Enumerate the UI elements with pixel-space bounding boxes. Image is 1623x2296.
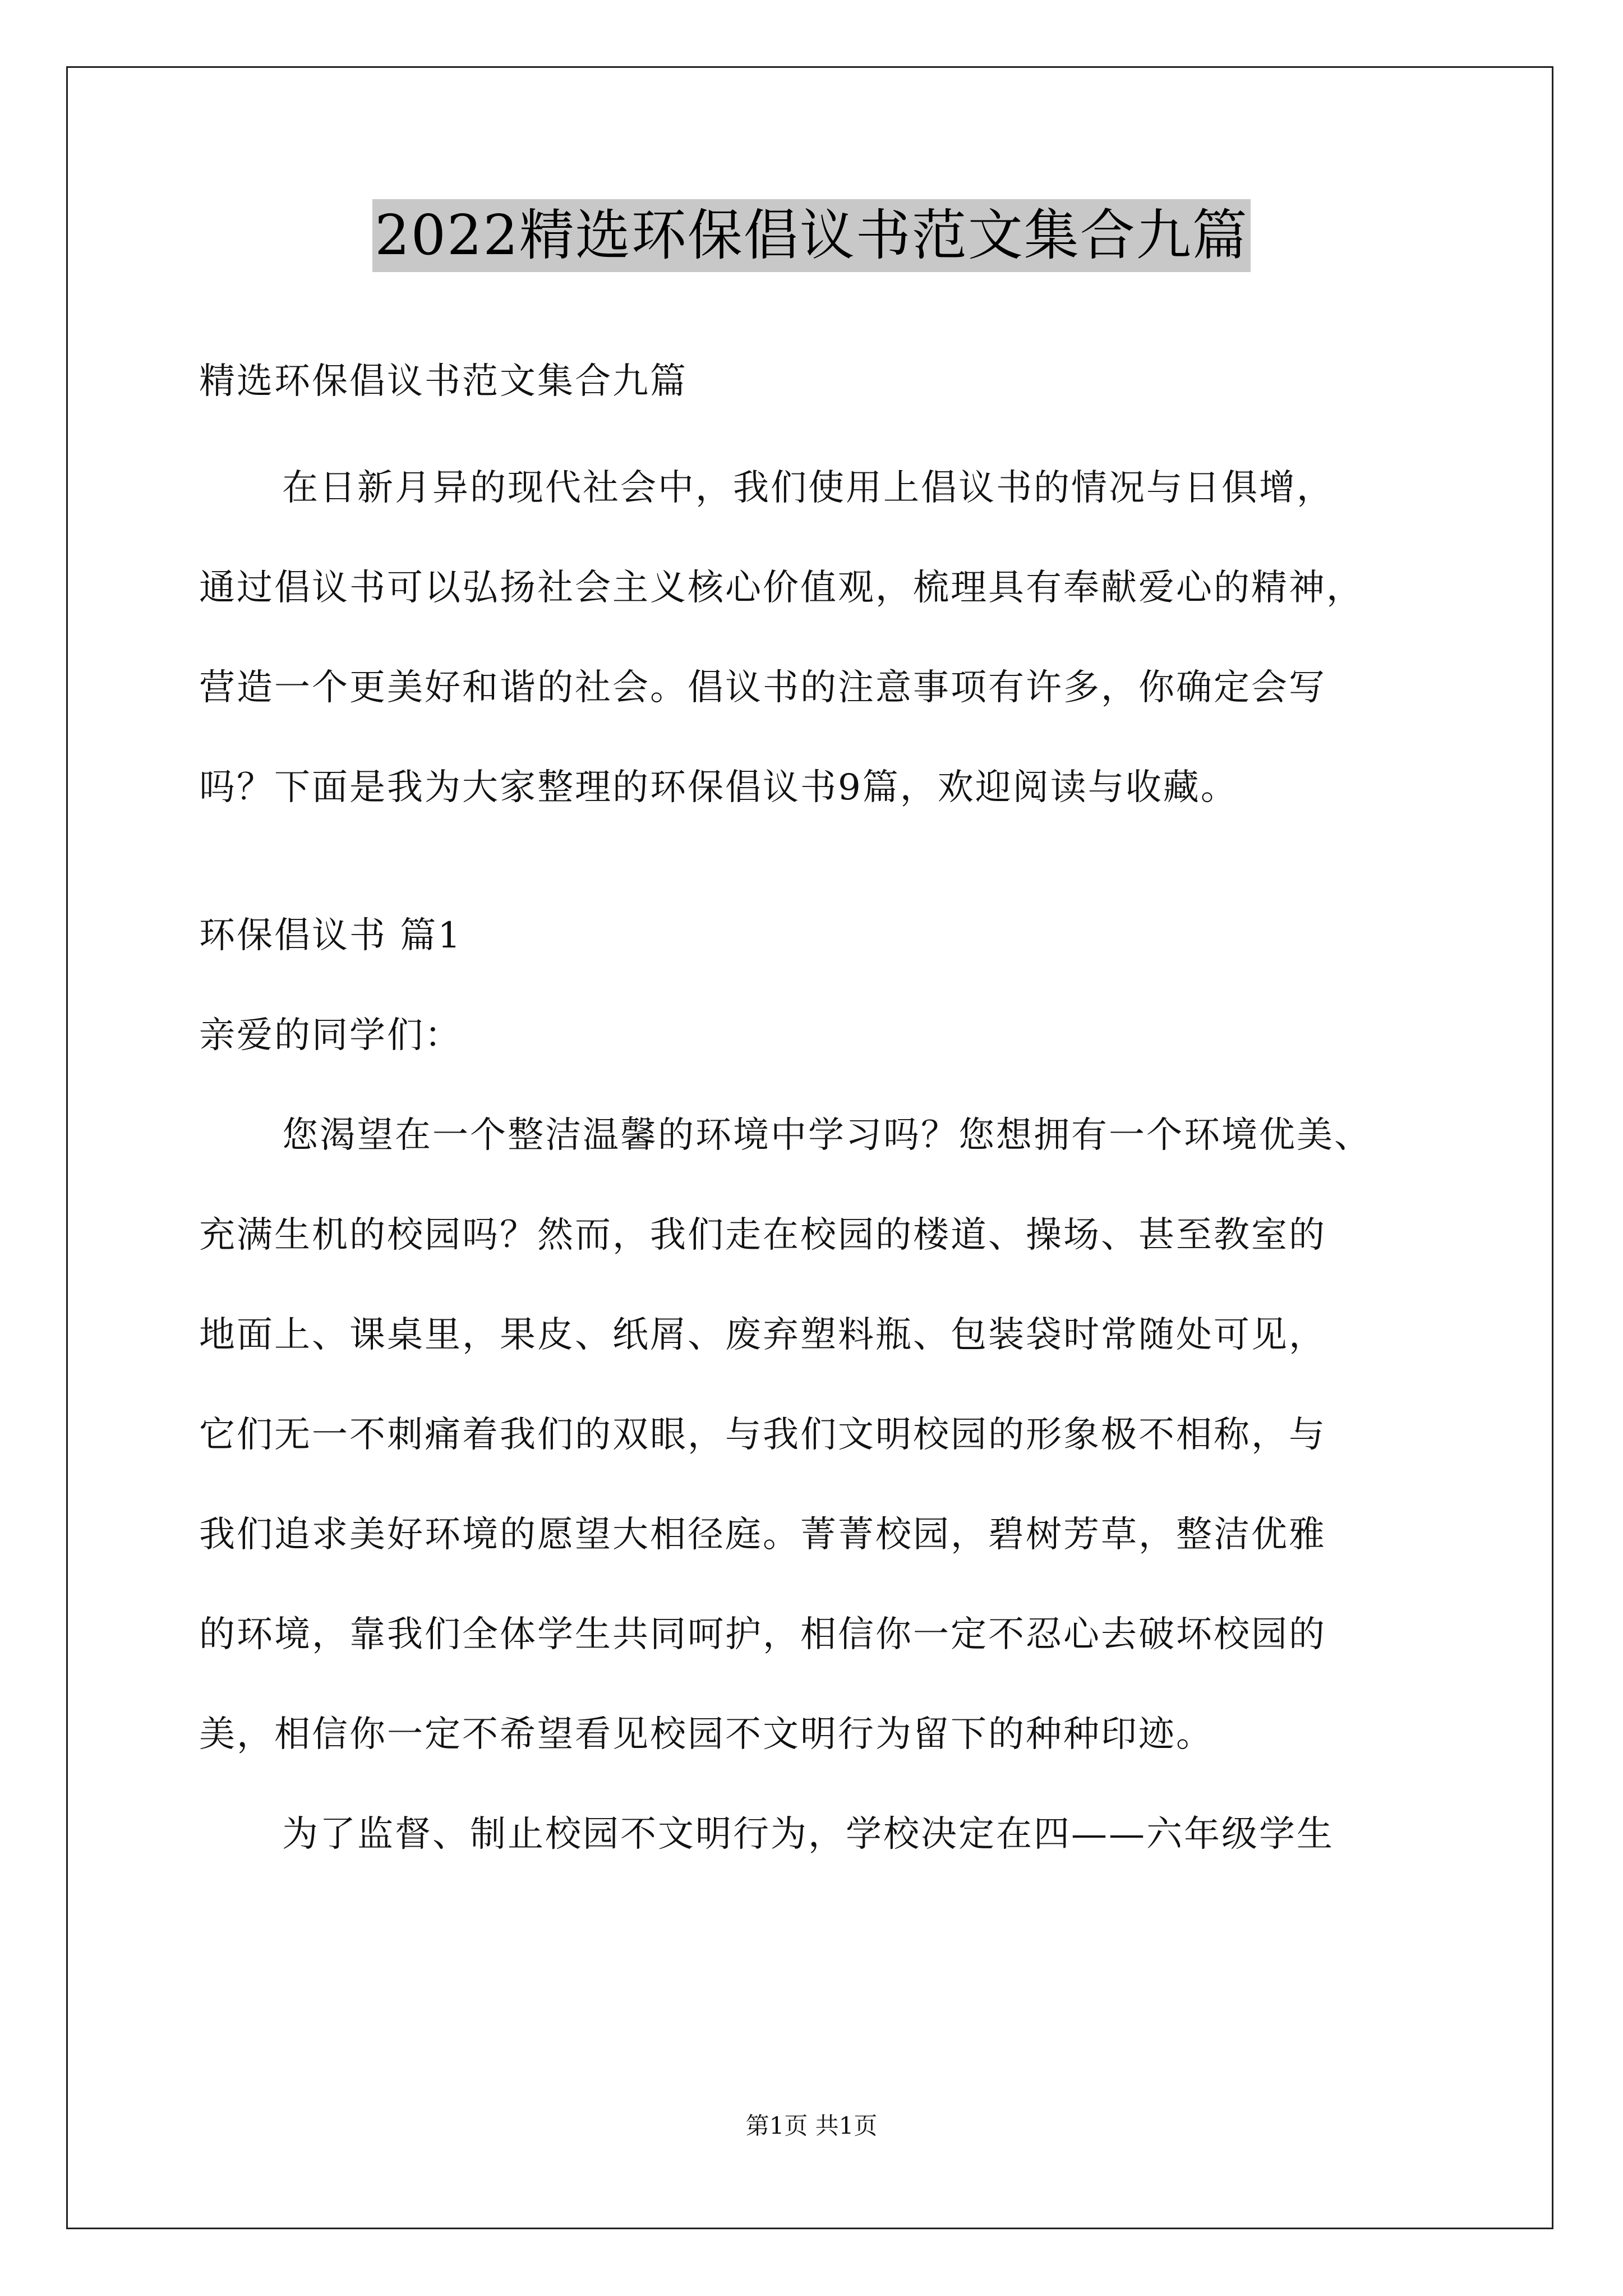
document-title: 2022精选环保倡议书范文集合九篇 bbox=[372, 199, 1250, 272]
paragraph-line: 我们追求美好环境的愿望大相径庭。菁菁校园，碧树芳草，整洁优雅 bbox=[199, 1514, 1326, 1556]
paragraph-line: 您渴望在一个整洁温馨的环境中学习吗？您想拥有一个环境优美、 bbox=[282, 1115, 1372, 1156]
intro-line: 通过倡议书可以弘扬社会主义核心价值观，梳理具有奉献爱心的精神， bbox=[199, 567, 1364, 609]
document-subtitle: 精选环保倡议书范文集合九篇 bbox=[199, 361, 688, 402]
salutation: 亲爱的同学们： bbox=[199, 1015, 462, 1056]
intro-line: 营造一个更美好和谐的社会。倡议书的注意事项有许多，你确定会写 bbox=[199, 667, 1326, 708]
page-footer: 第1页 共1页 bbox=[745, 2112, 878, 2139]
paragraph-line: 充满生机的校园吗？然而，我们走在校园的楼道、操场、甚至教室的 bbox=[199, 1214, 1326, 1256]
paragraph-line: 为了监督、制止校园不文明行为，学校决定在四——六年级学生 bbox=[282, 1814, 1334, 1855]
intro-line: 在日新月异的现代社会中，我们使用上倡议书的情况与日俱增， bbox=[282, 467, 1334, 509]
paragraph-line: 的环境，靠我们全体学生共同呵护，相信你一定不忍心去破坏校园的 bbox=[199, 1614, 1326, 1655]
section-heading: 环保倡议书 篇1 bbox=[199, 915, 463, 956]
paragraph-line: 地面上、课桌里，果皮、纸屑、废弃塑料瓶、包装袋时常随处可见， bbox=[199, 1314, 1326, 1356]
title-container bbox=[0, 199, 1623, 272]
intro-line: 吗？下面是我为大家整理的环保倡议书9篇，欢迎阅读与收藏。 bbox=[199, 767, 1238, 808]
paragraph-line: 美，相信你一定不希望看见校园不文明行为留下的种种印迹。 bbox=[199, 1714, 1214, 1755]
paragraph-line: 它们无一不刺痛着我们的双眼，与我们文明校园的形象极不相称，与 bbox=[199, 1414, 1326, 1456]
